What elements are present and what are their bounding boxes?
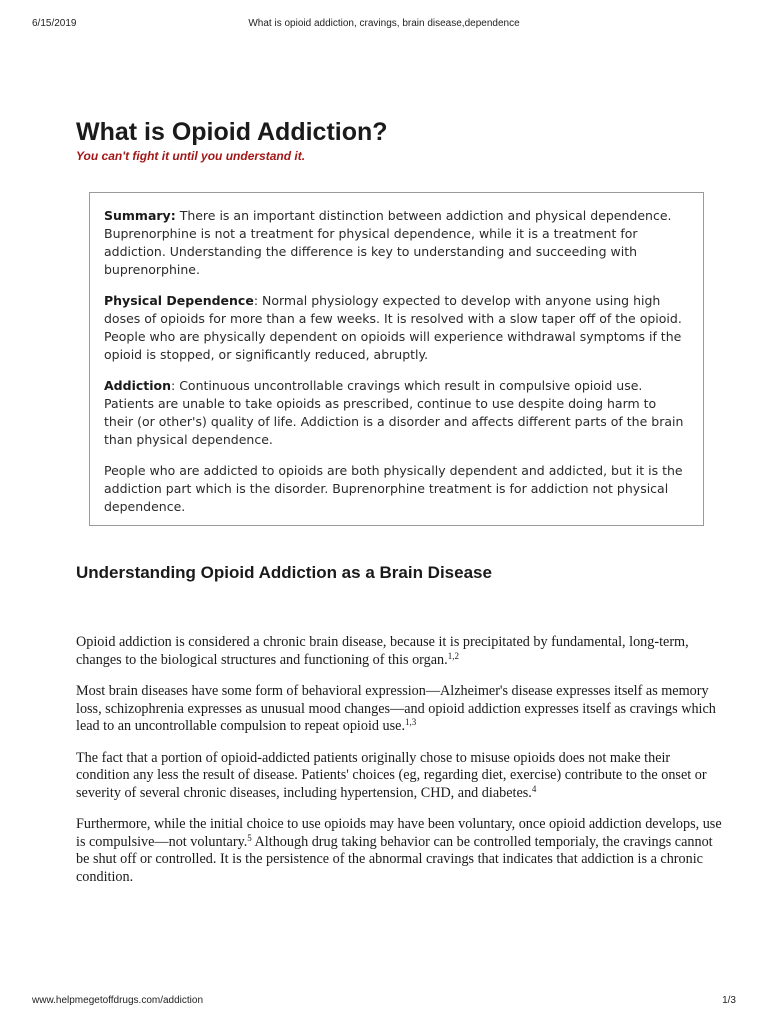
addiction-paragraph: [104, 377, 689, 449]
body-paragraph-4: [76, 816, 726, 886]
reference-marker: 5: [247, 832, 252, 843]
body-paragraph-2-text: Most brain diseases have some form of behavioral expression—Alzheimer's disease expresses itself as memory loss, schizophrenia expresses as unusual mood changes—and opioid addiction expresses itself as cravings which lead to an uncontrollable compulsion to repeat opioid use.: [76, 683, 716, 734]
addiction-text: : Continuous uncontrollable cravings which result in compulsive opioid use. Patients are unable to take opioids as prescribed, continue to use despite doing harm to their (or other's) quality of life. Addiction is a disorder and affects different parts of the brain than physical dependence.: [104, 378, 684, 447]
summary-paragraph: [104, 207, 689, 279]
page-number: 1/3: [722, 995, 736, 1006]
physical-dependence-label: Physical Dependence: [104, 293, 254, 308]
section-heading: Understanding Opioid Addiction as a Brain Disease: [76, 563, 492, 582]
physical-dependence-text: : Normal physiology expected to develop with anyone using high doses of opioids for more than a few weeks. It is resolved with a slow taper off of the opioid. People who are physically dependent on opioids will experience withdrawal symptoms if the opioid is stopped, or significantly reduced, abruptly.: [104, 293, 682, 362]
reference-marker: 1,2: [447, 650, 459, 661]
print-date: 6/15/2019: [32, 18, 77, 29]
page-tagline: You can't fight it until you understand it.: [76, 149, 306, 163]
body-paragraph-1: [76, 634, 726, 669]
page-url: www.helpmegetoffdrugs.com/addiction: [32, 995, 204, 1006]
summary-box: [89, 192, 704, 526]
body-paragraph-4-text-b: Although drug taking behavior can be controlled temporialy, the cravings cannot be shut off or controlled. It is the persistence of the abnormal cravings that indicates that addiction is a chronic condition.: [76, 833, 713, 885]
addiction-label: Addiction: [104, 378, 172, 393]
body-paragraph-1-text: Opioid addiction is considered a chronic brain disease, because it is precipitated by fundamental, long-term, changes to the biological structures and functioning of this organ.: [76, 634, 689, 668]
body-paragraph-4-text-a: Furthermore, while the initial choice to use opioids may have been voluntary, once opioid addiction develops, use is compulsive—not voluntary.: [76, 816, 722, 850]
summary-label: Summary:: [104, 208, 176, 223]
body-paragraph-3: [76, 750, 726, 803]
print-document-title: What is opioid addiction, cravings, brain disease,dependence: [248, 18, 520, 29]
body-text: [76, 634, 726, 900]
body-paragraph-3-text: The fact that a portion of opioid-addicted patients originally chose to misuse opioids does not make their condition any less the result of disease. Patients' choices (eg, regarding diet, exercise) contribute to the onset or severity of several chronic diseases, including hypertension, CHD, and diabetes.: [76, 749, 707, 801]
page-title: What is Opioid Addiction?: [76, 118, 388, 146]
reference-marker: 1,3: [405, 717, 417, 727]
summary-text: There is an important distinction between addiction and physical dependence. Buprenorphine is not a treatment for physical dependence, while it is a treatment for addiction. Understanding the difference is key to understanding and succeeding with buprenorphine.: [104, 208, 672, 277]
physical-dependence-paragraph: [104, 292, 689, 364]
body-paragraph-2: [76, 683, 726, 736]
reference-marker: 4: [531, 783, 537, 794]
closing-paragraph: People who are addicted to opioids are both physically dependent and addicted, but it is the addiction part which is the disorder. Buprenorphine treatment is for addiction not physical dependence.: [104, 463, 683, 514]
